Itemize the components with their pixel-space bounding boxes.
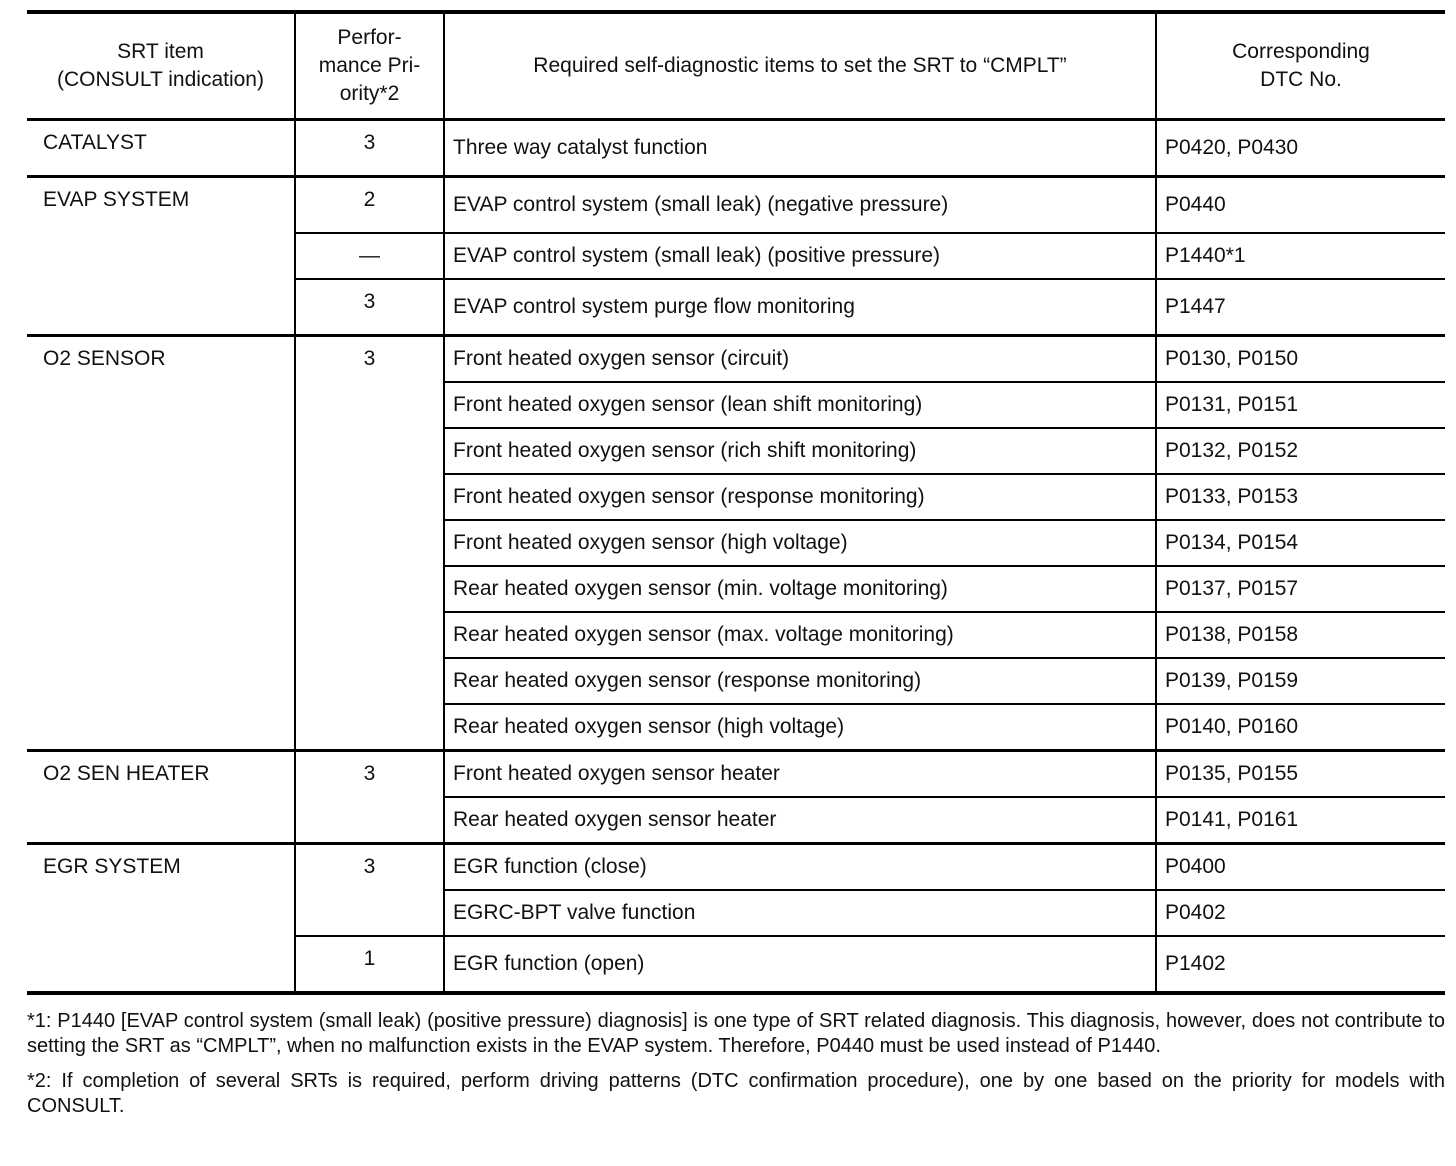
- diagnostic-item-cell: Rear heated oxygen sensor (response monitoring): [444, 658, 1156, 704]
- diagnostic-item-cell: EVAP control system (small leak) (positive pressure): [444, 233, 1156, 279]
- table-row: [27, 177, 1445, 234]
- priority-cell: 3: [295, 844, 444, 937]
- diagnostic-item-cell: Rear heated oxygen sensor (max. voltage monitoring): [444, 612, 1156, 658]
- srt-table: [27, 10, 1445, 995]
- diagnostic-item-cell: Rear heated oxygen sensor (min. voltage monitoring): [444, 566, 1156, 612]
- srt-item-cell: EVAP SYSTEM: [27, 177, 295, 336]
- table-body: [27, 120, 1445, 994]
- srt-item-cell: O2 SENSOR: [27, 336, 295, 751]
- header-dtc-no: [1156, 12, 1445, 120]
- dtc-cell: P0132, P0152: [1156, 428, 1445, 474]
- dtc-cell: P0402: [1156, 890, 1445, 936]
- header-srt-item: [27, 12, 295, 120]
- priority-cell: 3: [295, 751, 444, 844]
- dtc-cell: P0420, P0430: [1156, 120, 1445, 177]
- diagnostic-item-cell: Front heated oxygen sensor (response monitoring): [444, 474, 1156, 520]
- diagnostic-item-cell: Front heated oxygen sensor (high voltage): [444, 520, 1156, 566]
- diagnostic-item-cell: Three way catalyst function: [444, 120, 1156, 177]
- priority-cell: 1: [295, 936, 444, 993]
- dtc-cell: P0131, P0151: [1156, 382, 1445, 428]
- document-page: [27, 10, 1445, 1129]
- diagnostic-item-cell: EVAP control system purge flow monitoring: [444, 279, 1156, 336]
- table-header: [27, 12, 1445, 120]
- header-required-items: [444, 12, 1156, 120]
- footnotes: [27, 1009, 1445, 1119]
- header-dtc-no-text: Corresponding DTC No.: [1232, 40, 1370, 91]
- footnote-2: *2: If completion of several SRTs is required, perform driving patterns (DTC confirmation procedure), one by one based on the priority for models with CONSULT.: [27, 1070, 1445, 1117]
- srt-item-cell: EGR SYSTEM: [27, 844, 295, 994]
- dtc-cell: P0137, P0157: [1156, 566, 1445, 612]
- diagnostic-item-cell: EVAP control system (small leak) (negative pressure): [444, 177, 1156, 234]
- srt-item-cell: O2 SEN HEATER: [27, 751, 295, 844]
- table-row: [27, 336, 1445, 383]
- header-required-items-text: Required self-diagnostic items to set the SRT to “CMPLT”: [533, 54, 1067, 77]
- priority-cell: 2: [295, 177, 444, 234]
- priority-cell: 3: [295, 279, 444, 336]
- dtc-cell: P0440: [1156, 177, 1445, 234]
- priority-cell: —: [295, 233, 444, 279]
- dtc-cell: P0135, P0155: [1156, 751, 1445, 798]
- priority-cell: 3: [295, 120, 444, 177]
- srt-item-cell: CATALYST: [27, 120, 295, 177]
- diagnostic-item-cell: EGRC-BPT valve function: [444, 890, 1156, 936]
- dtc-cell: P0130, P0150: [1156, 336, 1445, 383]
- header-row: [27, 12, 1445, 120]
- priority-cell: 3: [295, 336, 444, 751]
- dtc-cell: P0140, P0160: [1156, 704, 1445, 751]
- table-row: [27, 120, 1445, 177]
- dtc-cell: P0400: [1156, 844, 1445, 891]
- dtc-cell: P0138, P0158: [1156, 612, 1445, 658]
- footnote-1: *1: P1440 [EVAP control system (small leak) (positive pressure) diagnosis] is one type of SRT related diagnosis. This diagnosis, however, does not contribute to setting the SRT as “CMPLT”, when no malfunction exists in the EVAP system. Therefore, P0440 must be used instead of P1440.: [27, 1010, 1445, 1057]
- header-srt-item-text: SRT item (CONSULT indication): [57, 40, 264, 91]
- dtc-cell: P1440*1: [1156, 233, 1445, 279]
- diagnostic-item-cell: Front heated oxygen sensor heater: [444, 751, 1156, 798]
- diagnostic-item-cell: Front heated oxygen sensor (lean shift monitoring): [444, 382, 1156, 428]
- diagnostic-item-cell: Rear heated oxygen sensor heater: [444, 797, 1156, 844]
- diagnostic-item-cell: EGR function (open): [444, 936, 1156, 993]
- dtc-cell: P1402: [1156, 936, 1445, 993]
- header-priority: [295, 12, 444, 120]
- header-priority-text: Perfor- mance Pri- ority*2: [318, 26, 421, 105]
- table-row: [27, 844, 1445, 891]
- diagnostic-item-cell: Front heated oxygen sensor (circuit): [444, 336, 1156, 383]
- dtc-cell: P0141, P0161: [1156, 797, 1445, 844]
- dtc-cell: P0134, P0154: [1156, 520, 1445, 566]
- diagnostic-item-cell: EGR function (close): [444, 844, 1156, 891]
- dtc-cell: P0133, P0153: [1156, 474, 1445, 520]
- dtc-cell: P0139, P0159: [1156, 658, 1445, 704]
- diagnostic-item-cell: Front heated oxygen sensor (rich shift monitoring): [444, 428, 1156, 474]
- table-row: [27, 751, 1445, 798]
- dtc-cell: P1447: [1156, 279, 1445, 336]
- diagnostic-item-cell: Rear heated oxygen sensor (high voltage): [444, 704, 1156, 751]
